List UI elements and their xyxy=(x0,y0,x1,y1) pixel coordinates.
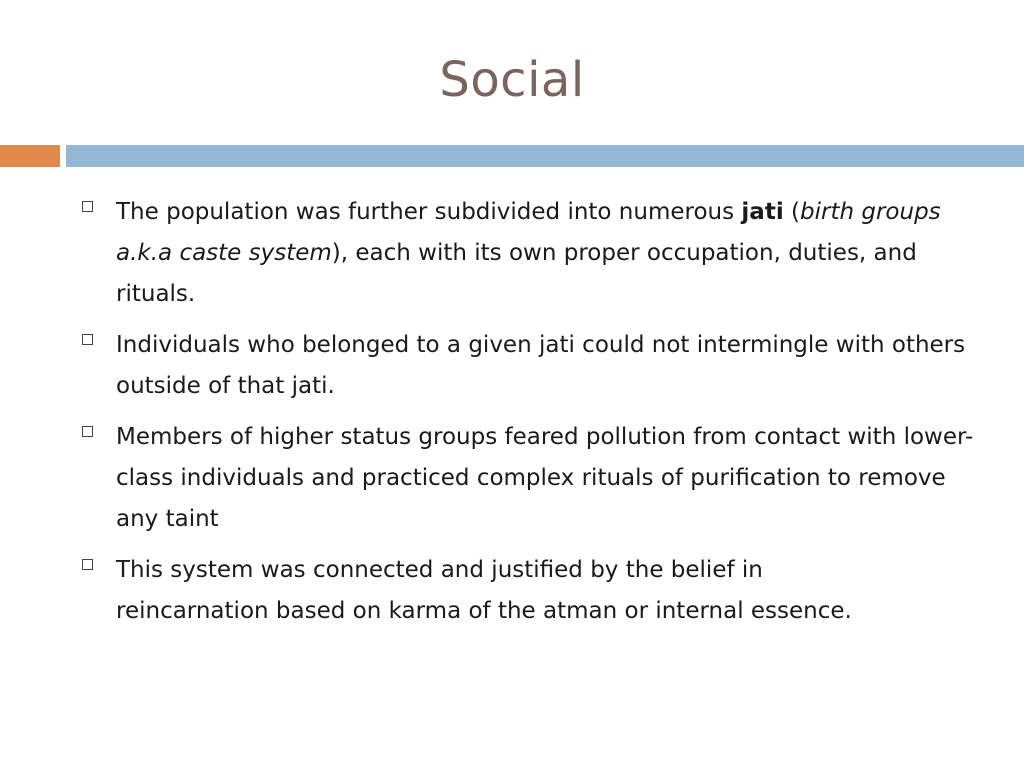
bullet-text: Individuals who belonged to a given jati could not intermingle with others outside of that jati. xyxy=(116,332,966,399)
hollow-square-bullet-icon xyxy=(82,201,93,212)
bullet-item xyxy=(78,417,978,540)
accent-bar-orange xyxy=(0,145,60,167)
bullet-text: Members of higher status groups feared pollution from contact with lower-class individuals and practiced complex rituals of purification to remove any taint xyxy=(116,424,974,532)
slide-title: Social xyxy=(439,52,585,108)
hollow-square-bullet-icon xyxy=(82,559,93,570)
hollow-square-bullet-icon xyxy=(82,334,93,345)
italic-definition: birth groups a.k.a caste system xyxy=(116,199,941,266)
accent-bar-blue xyxy=(66,145,1024,167)
hollow-square-bullet-icon xyxy=(82,426,93,437)
bullet-text: This system was connected and justified by the belief in reincarnation based on karma of the atman or internal essence. xyxy=(116,557,852,624)
bullet-item xyxy=(78,325,978,407)
bold-term: jati xyxy=(741,199,784,225)
bullet-list xyxy=(78,192,978,642)
bullet-item xyxy=(78,192,978,315)
bullet-text: The population was further subdivided into numerous jati (birth groups a.k.a caste system), each with its own proper occupation, duties, and rituals. xyxy=(116,199,941,307)
bullet-item xyxy=(78,550,978,632)
